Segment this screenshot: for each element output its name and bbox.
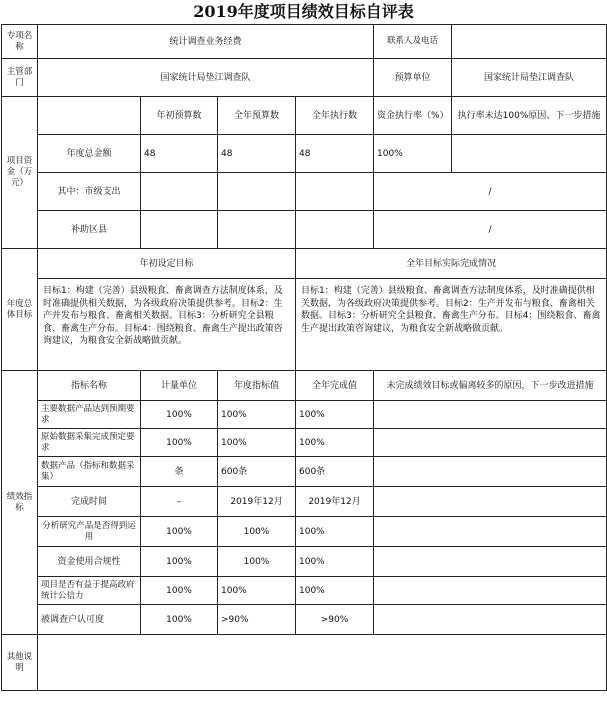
- indicator-reason: [374, 547, 607, 577]
- col-indicator-target: 年度指标值: [218, 371, 296, 401]
- indicator-reason: [374, 457, 607, 487]
- indicator-unit: 条: [141, 457, 218, 487]
- indicator-target: 100%: [218, 429, 296, 457]
- indicator-target: >90%: [218, 605, 296, 635]
- district-executed-cell: [296, 211, 374, 249]
- col-indicator-unit: 计量单位: [141, 371, 218, 401]
- city-slash: /: [374, 173, 607, 211]
- indicator-target: 100%: [218, 401, 296, 429]
- indicator-target: 2019年12月: [218, 487, 296, 517]
- total-annual-value: 48: [218, 135, 296, 173]
- dept-label: 主管部门: [2, 59, 38, 97]
- budget-unit-value: 国家统计局垫江调查队: [452, 59, 607, 97]
- indicator-actual: 100%: [296, 547, 374, 577]
- indicator-name: 分析研究产品是否得到运用: [38, 517, 141, 547]
- indicator-name: 资金使用合规性: [38, 547, 141, 577]
- project-name-value: 统计调查业务经费: [38, 25, 374, 59]
- indicators-section-label: 绩效指标: [2, 371, 38, 635]
- city-annual-cell: [218, 173, 296, 211]
- col-execution-rate: 资金执行率（%）: [374, 97, 452, 135]
- indicator-name: 原始数据采集完成预定要求: [38, 429, 141, 457]
- evaluation-table: [1, 24, 607, 691]
- indicator-target: 100%: [218, 577, 296, 605]
- project-name-label: 专项名称: [2, 25, 38, 59]
- funds-section-label: 项目资金（万元）: [2, 97, 38, 249]
- indicator-name: 数据产品（指标和数据采集）: [38, 457, 141, 487]
- indicator-actual: 100%: [296, 429, 374, 457]
- indicator-name: 完成时间: [38, 487, 141, 517]
- indicator-reason: [374, 401, 607, 429]
- indicator-actual: >90%: [296, 605, 374, 635]
- indicator-actual: 100%: [296, 401, 374, 429]
- indicator-unit: 100%: [141, 517, 218, 547]
- other-notes-label: 其他说明: [2, 635, 38, 691]
- funds-header-blank: [38, 97, 141, 135]
- dept-value: 国家统计局垫江调查队: [38, 59, 374, 97]
- col-annual-budget: 全年预算数: [218, 97, 296, 135]
- indicator-target: 100%: [218, 517, 296, 547]
- indicator-name: 被调查户认可度: [38, 605, 141, 635]
- contact-value: [452, 25, 607, 59]
- total-amount-label: 年度总金额: [38, 135, 141, 173]
- indicator-unit: –: [141, 487, 218, 517]
- col-indicator-reason: 未完成绩效目标或偏离较多的原因，下一步改进措施: [374, 371, 607, 401]
- indicator-reason: [374, 487, 607, 517]
- city-executed-cell: [296, 173, 374, 211]
- col-indicator-name: 指标名称: [38, 371, 141, 401]
- indicator-reason: [374, 429, 607, 457]
- goals-section-label: 年度总体目标: [2, 249, 38, 371]
- total-executed-value: 48: [296, 135, 374, 173]
- district-annual-cell: [218, 211, 296, 249]
- initial-goals-header: 年初设定目标: [38, 249, 296, 279]
- district-slash: /: [374, 211, 607, 249]
- indicator-name: 主要数据产品达到预期要求: [38, 401, 141, 429]
- total-initial-value: 48: [141, 135, 218, 173]
- indicator-actual: 100%: [296, 577, 374, 605]
- col-annual-executed: 全年执行数: [296, 97, 374, 135]
- city-initial-cell: [141, 173, 218, 211]
- indicator-name: 项目是否有益于提高政府统计公信力: [38, 577, 141, 605]
- indicator-target: 100%: [218, 547, 296, 577]
- contact-label: 联系人及电话: [374, 25, 452, 59]
- city-spending-label: 其中：市级支出: [38, 173, 141, 211]
- indicator-unit: 100%: [141, 577, 218, 605]
- indicator-actual: 100%: [296, 517, 374, 547]
- page-title: 2019年度项目绩效目标自评表: [193, 2, 414, 21]
- indicator-target: 600条: [218, 457, 296, 487]
- indicator-unit: 100%: [141, 547, 218, 577]
- total-reason-value: [452, 135, 607, 173]
- col-shortfall-reason: 执行率未达100%原因、下一步措施: [452, 97, 607, 135]
- indicator-unit: 100%: [141, 401, 218, 429]
- initial-goals-text: 目标1：构建（完善）县级粮食、畜禽调查方法制度体系，及时准确提供相关数据，为各级政府决策提供参考。目标2：生产并发布与粮食、畜禽相关数据。目标3：分析研究全县粮食、畜禽生产分布。目标4：围绕粮食、畜禽生产提出政策咨询建议，为粮食安全新战略做贡献。: [38, 279, 296, 371]
- indicator-actual: 2019年12月: [296, 487, 374, 517]
- indicator-reason: [374, 577, 607, 605]
- total-rate-value: 100%: [374, 135, 452, 173]
- indicator-actual: 600条: [296, 457, 374, 487]
- district-initial-cell: [141, 211, 218, 249]
- indicator-reason: [374, 605, 607, 635]
- actual-goals-header: 全年目标实际完成情况: [296, 249, 607, 279]
- indicator-reason: [374, 517, 607, 547]
- actual-goals-text: 目标1：构建（完善）县级粮食、畜禽调查方法制度体系，及时准确提供相关数据，为各级政府决策提供参考。目标2：生产并发布与粮食、畜禽相关数据。目标3：分析研究全县粮食、畜禽生产分布。目标4：围绕粮食、畜禽生产提出政策咨询建议，为粮食安全新战略做贡献。: [296, 279, 607, 371]
- col-indicator-actual: 全年完成值: [296, 371, 374, 401]
- indicator-unit: 100%: [141, 429, 218, 457]
- other-notes-value: [38, 635, 607, 691]
- col-initial-budget: 年初预算数: [141, 97, 218, 135]
- indicator-unit: 100%: [141, 605, 218, 635]
- district-subsidy-label: 补助区县: [38, 211, 141, 249]
- budget-unit-label: 预算单位: [374, 59, 452, 97]
